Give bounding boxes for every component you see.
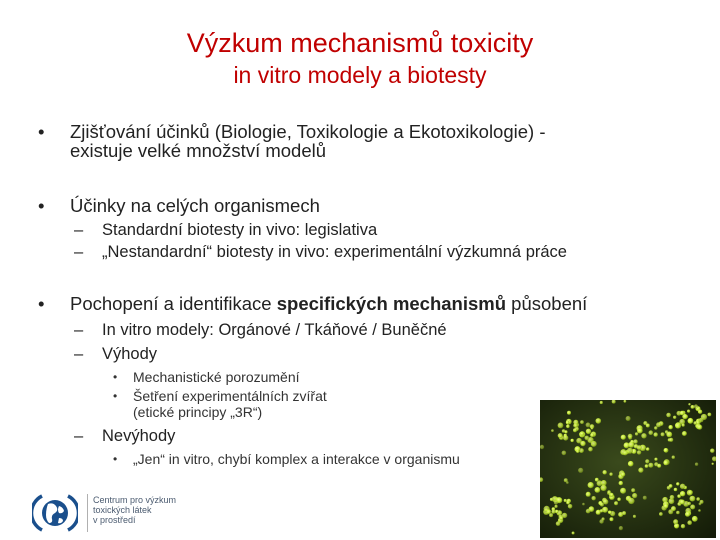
bullet-item-1-line-2: existuje velké množství modelů — [70, 140, 327, 161]
logo-text-line-2: toxických látek — [93, 505, 152, 515]
bullet-item-3-text-bold: specifických mechanismů — [276, 293, 507, 314]
sub-item-2-2-text: „Nestandardní“ biotesty in vivo: experimentální výzkumná práce — [102, 243, 567, 261]
logo-text — [93, 495, 176, 525]
globe-logo-icon — [32, 492, 78, 534]
advantage-item-2-note: (etické principy „3R“) — [133, 404, 263, 420]
sub-item-2-1-text: Standardní biotesty in vivo: legislativa — [102, 221, 378, 239]
logo-divider — [87, 494, 88, 532]
logo-text-line-1: Centrum pro výzkum — [93, 495, 177, 505]
title-line-2: in vitro modely a biotesty — [233, 62, 487, 88]
bullet-symbol: • — [113, 452, 118, 466]
dash-symbol: – — [74, 221, 84, 239]
bullet-item-2-text: Účinky na celých organismech — [70, 195, 320, 216]
bullet-item-3-text — [70, 293, 587, 314]
logo-text-line-3: v prostředí — [93, 515, 136, 525]
dash-symbol: – — [74, 345, 84, 363]
bullet-symbol: • — [38, 293, 45, 314]
title-line-1: Výzkum mechanismů toxicity — [186, 28, 534, 58]
cell-culture-photo — [540, 400, 716, 538]
dash-symbol: – — [74, 427, 84, 445]
bullet-symbol: • — [113, 370, 118, 384]
bullet-item-3-text-after: působení — [506, 293, 588, 314]
bullet-item-1-line-1: Zjišťování účinků (Biologie, Toxikologie a Ekotoxikologie) - — [70, 121, 546, 142]
logo — [32, 492, 192, 534]
dash-symbol: – — [74, 243, 84, 261]
sub-item-3-1-text: In vitro modely: Orgánové / Tkáňové / Buněčné — [102, 321, 447, 339]
advantage-item-2-text: Šetření experimentálních zvířat — [133, 388, 327, 404]
bullet-item-3-text-before: Pochopení a identifikace — [70, 293, 277, 314]
bullet-symbol: • — [113, 389, 118, 403]
sub-item-3-3-text: Nevýhody — [102, 427, 176, 445]
dash-symbol: – — [74, 321, 84, 339]
sub-item-3-2-text: Výhody — [102, 345, 158, 363]
disadvantage-item-1-text: „Jen“ in vitro, chybí komplex a interakce v organismu — [133, 451, 460, 467]
bullet-symbol: • — [38, 121, 45, 142]
bullet-symbol: • — [38, 195, 45, 216]
advantage-item-1-text: Mechanistické porozumění — [133, 369, 300, 385]
